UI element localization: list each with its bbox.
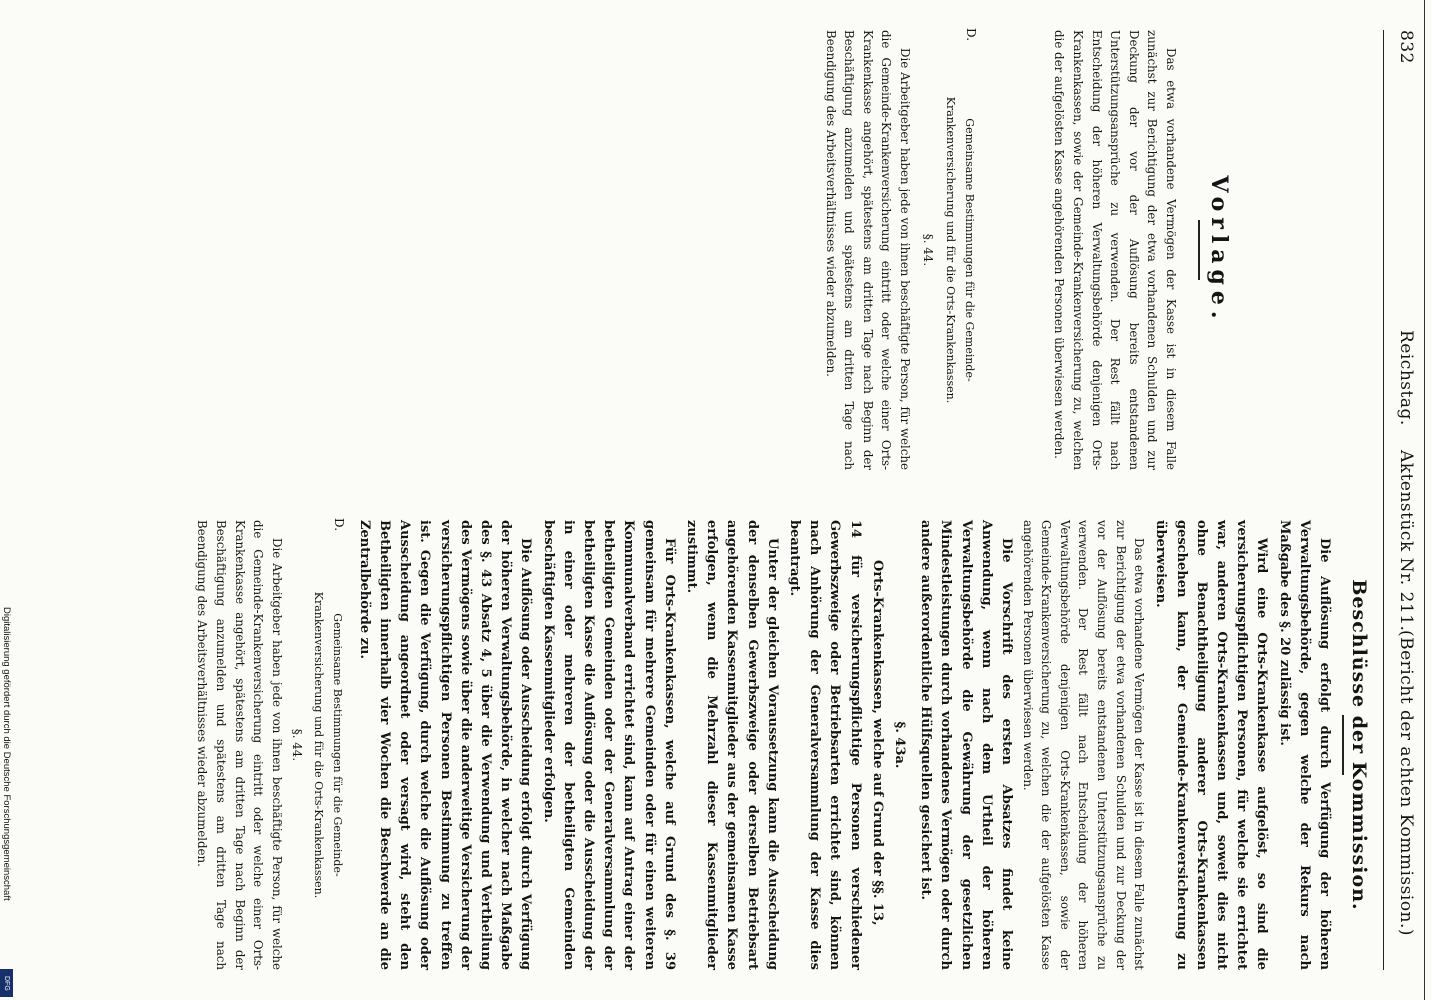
page-number: 832 xyxy=(1396,30,1416,64)
right-column-title: Beschlüsse der Kommission. xyxy=(1348,579,1370,911)
digitization-text: Digitalisierung gefördert durch die Deutsche Forschungsgemeinschaft xyxy=(1,607,12,901)
right-para-text-5: Die Arbeitgeber haben jede von ihnen beschäftigte Person, für welche die Gemeinde-Krankenversicherung eintritt oder welche einer Orts-Krankenkasse angehört, spätestens am dritten Tage nach Beginn der Beschäftigung anzumelden und spätestens am dritten Tage nach Beendigung des Arbeitsverhältnisses wieder abzumelden. xyxy=(195,520,284,970)
right-column xyxy=(191,520,1370,970)
right-paragraph-4: Die Vorschrift des ersten Absatzes findet keine Anwendung, wenn nach dem Urtheil der höheren Verwaltungsbehörde die Gewährung der gesetzlichen Mindestleistungen durch vorhandenes Vermögen oder durch andere außerordentliche Hülfsquellen gesichert ist. xyxy=(918,520,1015,970)
left-section-heading: Gemeinsame Bestimmungen für die Gemeinde-Krankenversicherung und für die Orts-Krankenkassen. xyxy=(944,96,976,404)
right-para-number-2: §. 44. xyxy=(290,728,305,762)
left-section-letter: D. xyxy=(963,28,978,42)
header-left: Reichstag. xyxy=(1396,330,1416,426)
digitization-note xyxy=(0,607,14,1000)
dfg-logo: DFG xyxy=(0,969,13,997)
left-paragraph: Das etwa vorhandene Vermögen der Kasse ist in diesem Falle zunächst zur Berichtigung der etwa vorhandenen Schulden und zur Deckung der vor der Auflösung bereits entstandenen Unterstützungsansprüche zu verwenden. Der Rest fällt nach Entscheidung der höheren Verwaltungsbehörde denjenigen Orts-Krankenkassen, sowie der Gemeinde-Krankenversicherung zu, welchen die der aufgelösten Kasse angehörenden Personen überwiesen werden. xyxy=(1052,30,1178,470)
header-rule xyxy=(1383,30,1384,970)
right-paragraph-2: Wird eine Orts-Krankenkasse aufgelöst, so sind die versicherungspflichtigen Personen, für welche sie errichtet war, anderen Orts-Krankenkassen und, soweit dies nicht ohne Benachtheiligung anderer Orts-Krankenkassen geschehen kann, der Gemeinde-Krankenversicherung zu überweisen. xyxy=(1153,520,1270,970)
right-para-text-1: 14 für versicherungspflichtige Personen verschiedener Gewerbszweige oder Betriebsarten errichtet sind, können nach Anhörung der Generalversammlung der Kasse dies beantragt. xyxy=(786,520,863,970)
right-title-rule xyxy=(1342,715,1344,775)
left-title-rule xyxy=(1198,220,1200,280)
right-paragraph-3: Das etwa vorhandene Vermögen der Kasse ist in diesem Falle zunächst zur Berichtigung der etwa vorhandenen Schulden und zur Deckung der vor der Auflösung bereits entstandenen Unterstützungsansprüche zu verwenden. Der Rest fällt nach Entscheidung der höheren Verwaltungsbehörde denjenigen Orts-Krankenkassen, sowie der Gemeinde-Krankenversicherung zu, welchen die der aufgelösten Kasse angehörenden Personen überwiesen werden. xyxy=(1020,520,1147,970)
right-para-number: §. 43a. xyxy=(892,721,907,769)
page-header xyxy=(1390,30,1416,970)
right-para-intro: Orts-Krankenkassen, welche auf Grund der §§. 13, xyxy=(869,560,885,926)
left-column-title: Vorlage. xyxy=(1206,175,1232,325)
right-section-heading: Gemeinsame Bestimmungen für die Gemeinde-Krankenversicherung und für die Orts-Krankenkassen. xyxy=(311,591,344,899)
header-right: (Bericht der achten Kommission.) xyxy=(1396,630,1416,937)
right-section-letter: D. xyxy=(331,518,346,532)
header-middle: Aktenstück Nr. 211. xyxy=(1396,450,1416,632)
right-para-text-2: Unter der gleichen Voraussetzung kann die Ausscheidung der denselben Gewerbszweige oder derselben Betriebsart angehörenden Kassenmitglieder aus der gemeinsamen Kasse erfolgen, wenn die Mehrzahl dieser Kassenmitglieder zustimmt. xyxy=(683,520,780,970)
right-paragraph-1: Die Auflösung erfolgt durch Verfügung der höheren Verwaltungsbehörde, gegen welche der Rekurs nach Maßgabe des §. 20 zulässig ist. xyxy=(1276,520,1332,970)
left-column xyxy=(819,30,1362,470)
right-para-text-3: Für Orts-Krankenkassen, welche auf Grund des §. 39 gemeinsam für mehrere Gemeinden oder für einen weiteren Kommunalverband errichtet sind, kann auf Antrag einer der betheiligten Gemeinden oder der Generalversammlung der betheiligten Kasse die Auflösung oder die Ausscheidung der in einer oder mehreren der betheiligten Gemeinden beschäftigten Kassenmitglieder erfolgen. xyxy=(540,520,677,970)
left-para-number: §. 44. xyxy=(920,233,935,267)
left-para-text: Die Arbeitgeber haben jede von ihnen beschäftigte Person, für welche die Gemeinde-Krankenversicherung eintritt oder welche einer Orts-Krankenkasse angehört, spätestens am dritten Tage nach Beginn der Beschäftigung anzumelden und spätestens am dritten Tage nach Beendigung des Arbeitsverhältnisses wieder abzumelden. xyxy=(823,30,913,470)
right-para-text-4: Die Auflösung oder Ausscheidung erfolgt durch Verfügung der höheren Verwaltungsbehörde, in welcher nach Maßgabe des §. 43 Absatz 4, 5 über die Verwendung und Vertheilung des Vermögens sowie über die anderweitige Versicherung der versicherungspflichtigen Personen Bestimmung zu treffen ist. Gegen die Verfügung, durch welche die Auflösung oder Ausscheidung angeordnet oder versagt wird, steht den Betheiligten innerhalb vier Wochen die Beschwerde an die Zentralbehörde zu. xyxy=(356,520,534,970)
